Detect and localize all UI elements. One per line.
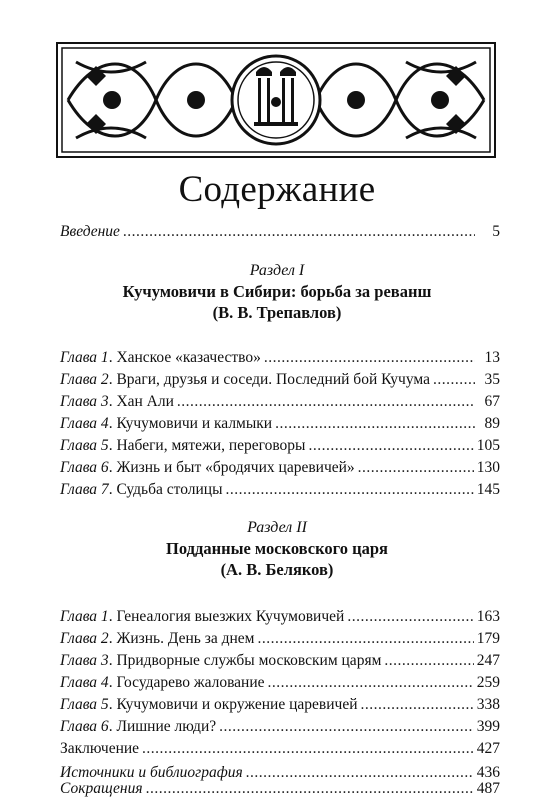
toc-page: 427 <box>476 740 500 757</box>
toc-title: Придворные службы московским царям <box>116 652 382 669</box>
toc-chapter[interactable]: Глава 5 . Кучумовичи и окружение царевичей ..... 338 <box>60 696 500 716</box>
toc-page: 179 <box>476 630 500 647</box>
toc-label: Глава 6 <box>60 718 109 735</box>
toc-page: 130 <box>476 459 500 476</box>
toc-page: 338 <box>476 696 500 713</box>
section1-author: (В. В. Трепавлов) <box>212 303 342 322</box>
leader-dots <box>433 371 475 389</box>
leader-dots <box>358 459 474 477</box>
toc-page: 35 <box>484 371 500 388</box>
leader-dots <box>275 415 475 433</box>
toc-label: Глава 1 <box>60 608 109 625</box>
toc-page: 259 <box>476 674 500 691</box>
section2-label: Раздел II <box>247 519 307 536</box>
toc-title: Хан Али <box>116 393 174 410</box>
toc-chapter[interactable]: Глава 4 . Кучумовичи и калмыки ..... 89 <box>60 415 500 435</box>
toc-title: Враги, друзья и соседи. Последний бой Кучума <box>116 371 430 388</box>
toc-chapter[interactable]: Глава 3 . Придворные службы московским царям ..... 247 <box>60 652 500 672</box>
leader-dots <box>123 223 475 241</box>
toc-label: Глава 2 <box>60 371 109 388</box>
toc-chapter[interactable]: Глава 6 . Лишние люди? ..... 399 <box>60 718 500 738</box>
toc-page: 247 <box>476 652 500 669</box>
toc-intro[interactable] <box>60 223 500 243</box>
toc-label: Глава 4 <box>60 415 109 432</box>
toc-label: Глава 4 <box>60 674 109 691</box>
toc-page: 163 <box>476 608 500 625</box>
toc-title: Генеалогия выезжих Кучумовичей <box>116 608 345 625</box>
toc-label: Глава 3 <box>60 393 109 410</box>
toc-label: Источники и библиография <box>60 764 243 781</box>
leader-dots <box>177 393 475 411</box>
toc-title: Набеги, мятежи, переговоры <box>116 437 306 454</box>
toc-page: 487 <box>476 780 500 797</box>
toc-page: 5 <box>492 223 500 240</box>
toc-title: Кучумовичи и калмыки <box>116 415 273 432</box>
toc-page: 145 <box>476 481 500 498</box>
section2-title: Подданные московского царя <box>166 539 388 558</box>
toc-title: Жизнь. День за днем <box>116 630 255 647</box>
toc-label: Глава 2 <box>60 630 109 647</box>
toc-chapter[interactable]: Глава 5 . Набеги, мятежи, переговоры ..... 105 <box>60 437 500 457</box>
toc-title: Жизнь и быт «бродячих царевичей» <box>116 459 355 476</box>
toc-title: Кучумовичи и окружение царевичей <box>116 696 358 713</box>
leader-dots <box>361 696 474 714</box>
toc-page: 13 <box>484 349 500 366</box>
toc-label: Глава 7 <box>60 481 109 498</box>
toc-chapter[interactable]: Глава 6 . Жизнь и быт «бродячих царевичей» ..... 130 <box>60 459 500 479</box>
leader-dots <box>347 608 473 626</box>
toc-page: 67 <box>484 393 500 410</box>
toc-sources[interactable] <box>60 718 500 738</box>
leader-dots <box>308 437 473 455</box>
toc-label: Заключение <box>60 740 140 757</box>
toc-page: 89 <box>484 415 500 432</box>
toc-title: Государево жалование <box>116 674 265 691</box>
toc-label: Глава 6 <box>60 459 109 476</box>
toc-title: Судьба столицы <box>116 481 223 498</box>
toc-chapter[interactable]: Глава 2 . Жизнь. День за днем ..... 179 <box>60 630 500 650</box>
toc-abbreviations[interactable] <box>60 780 500 800</box>
toc-chapter[interactable]: Глава 7 . Судьба столицы ..... 145 <box>60 481 500 501</box>
leader-dots <box>384 652 473 670</box>
toc-label: Сокращения <box>60 780 143 797</box>
leader-dots <box>226 481 474 499</box>
toc-chapter[interactable]: Глава 3 . Хан Али ..... 67 <box>60 393 500 413</box>
toc-label: Глава 1 <box>60 349 109 366</box>
toc-label: Введение <box>60 223 120 240</box>
toc-label: Глава 5 <box>60 437 109 454</box>
leader-dots <box>268 674 474 692</box>
leader-dots <box>257 630 473 648</box>
section1-label: Раздел I <box>249 262 305 279</box>
toc-page: 105 <box>476 437 500 454</box>
toc-label: Глава 5 <box>60 696 109 713</box>
toc-label: Глава 3 <box>60 652 109 669</box>
leader-dots <box>142 740 474 758</box>
toc-title: Лишние люди? <box>116 718 217 735</box>
toc-conclusion[interactable] <box>60 740 500 760</box>
section1-title: Кучумовичи в Сибири: борьба за реванш <box>122 282 432 301</box>
toc-title: Ханское «казачество» <box>116 349 261 366</box>
toc-chapter[interactable]: Глава 2 . Враги, друзья и соседи. Последний бой Кучума ..... 35 <box>60 371 500 391</box>
toc-page: 399 <box>476 718 500 735</box>
section2-author: (А. В. Беляков) <box>220 560 334 579</box>
toc-page: 436 <box>476 764 500 781</box>
toc-chapter[interactable]: Глава 1 . Ханское «казачество» ..... 13 <box>60 349 500 369</box>
leader-dots <box>264 349 475 367</box>
toc-chapter[interactable]: Глава 1 . Генеалогия выезжих Кучумовичей ..... 163 <box>60 608 500 628</box>
leader-dots <box>146 780 474 798</box>
page-title: Содержание <box>178 169 376 210</box>
ornament-header <box>56 42 496 158</box>
toc-chapter[interactable]: Глава 4 . Государево жалование ..... 259 <box>60 674 500 694</box>
